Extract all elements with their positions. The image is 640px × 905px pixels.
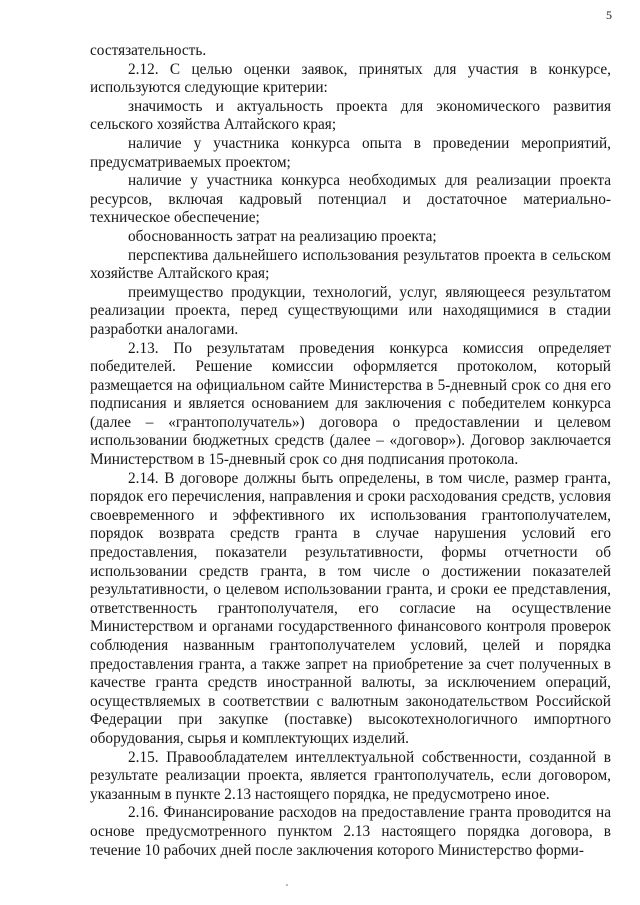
- paragraph-2-16: 2.16. Финансирование расходов на предоставление гранта проводится на основе предусмотренного пунктом 2.13 настоящего порядка договора, в течение 10 рабочих дней после заключения которого Министерство форми-: [90, 804, 611, 859]
- criterion-experience: наличие у участника конкурса опыта в проведении мероприятий, предусматриваемых проектом;: [90, 134, 611, 171]
- document-body: [90, 42, 611, 860]
- paragraph-2-15: 2.15. Правообладателем интеллектуальной собственности, созданной в результате реализации проекта, является грантополучатель, если договором, указанным в пункте 2.13 настоящего порядка, не предусмотрено иное.: [90, 748, 611, 803]
- paragraph-continuation: состязательность.: [90, 42, 207, 59]
- page-number: 5: [606, 8, 612, 22]
- criterion-advantage: преимущество продукции, технологий, услуг, являющееся результатом реализации проекта, перед существующими или находящимися в стадии разработки аналогами.: [90, 283, 611, 338]
- paragraph-2-12: 2.12. С целью оценки заявок, принятых для участия в конкурсе, используются следующие критерии:: [90, 60, 611, 97]
- paragraph-2-13: 2.13. По результатам проведения конкурса комиссия определяет победителей. Решение комиссии оформляется протоколом, который размещается на официальном сайте Министерства в 5-дневный срок со дня его подписания и является основанием для заключения с победителем конкурса (далее – «грантополучатель») договора о предоставлении и целевом использовании бюджетных средств (далее – «договор»). Договор заключается Министерством в 15-дневный срок со дня подписания протокола.: [90, 339, 611, 469]
- criterion-significance: значимость и актуальность проекта для экономического развития сельского хозяйства Алтайского края;: [90, 97, 611, 134]
- criterion-resources: наличие у участника конкурса необходимых для реализации проекта ресурсов, включая кадровый потенциал и достаточное материально-техническое обеспечение;: [90, 172, 611, 227]
- paragraph-2-14: 2.14. В договоре должны быть определены, в том числе, размер гранта, порядок его перечисления, направления и сроки расходования средств, условия своевременного и эффективного их использования грантополучателем, порядок возврата средств гранта в случае нарушения условий его предоставления, показатели результативности, формы отчетности об использовании средств гранта, в том числе о достижении показателей результативности, о целевом использовании гранта, и сроки ее представления, ответственность грантополучателя, его согласие на осуществление Министерством и органами государственного финансового контроля проверок соблюдения названным грантополучателем условий, целей и порядка предоставления гранта, а также запрет на приобретение за счет полученных в качестве гранта средств иностранной валюты, за исключением операций, осуществляемых в соответствии с валютным законодательством Российской Федерации при закупке (поставке) высокотехнологичного импортного оборудования, сырья и комплектующих изделий.: [90, 469, 611, 747]
- criterion-cost-justification: обоснованность затрат на реализацию проекта;: [128, 227, 437, 245]
- scan-dot-mark: [286, 884, 288, 886]
- criterion-perspective: перспектива дальнейшего использования результатов проекта в сельском хозяйстве Алтайского края;: [90, 246, 611, 283]
